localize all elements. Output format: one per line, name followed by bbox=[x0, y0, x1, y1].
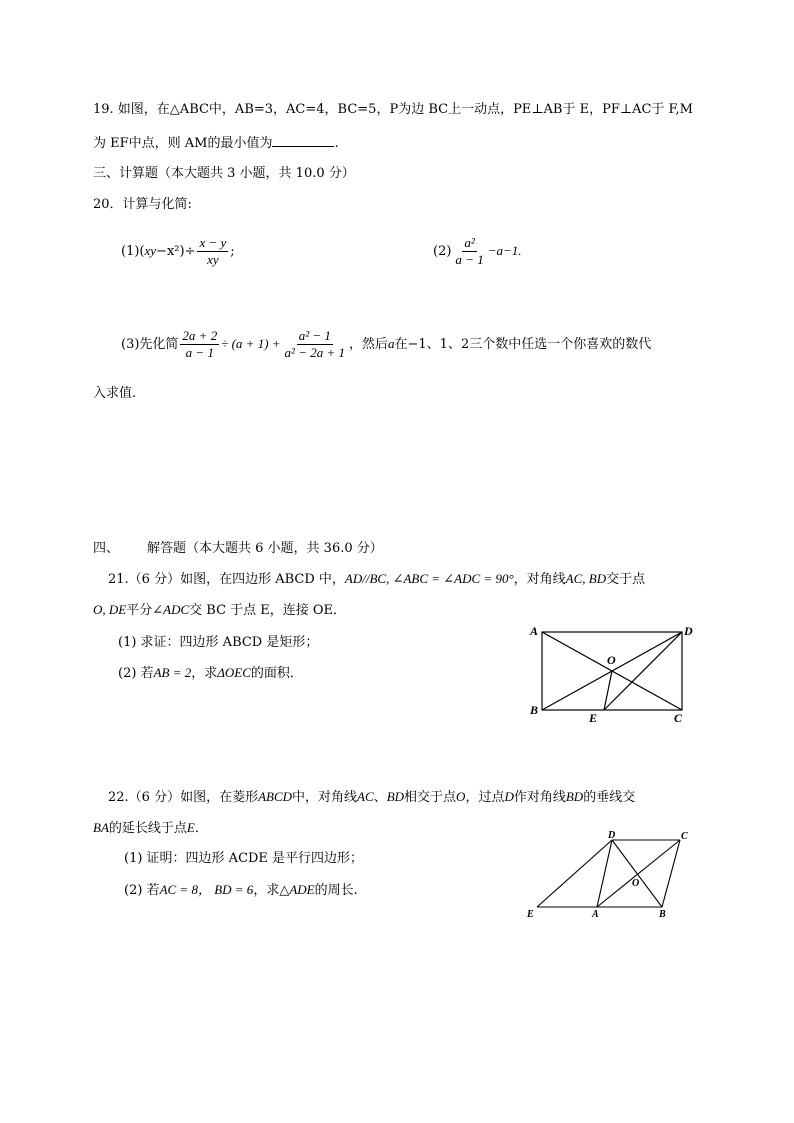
q22-line1-m6: BD bbox=[565, 789, 584, 804]
q21-line2-a: 平分 bbox=[126, 603, 153, 618]
q21-line1-c: 交于点 bbox=[606, 572, 646, 587]
q22-part2-b: ，求 bbox=[253, 883, 280, 898]
q21-part2-b: ，求 bbox=[191, 666, 218, 681]
q21-label-o: O bbox=[607, 653, 616, 667]
q22-line2-m1: BA bbox=[93, 820, 109, 835]
q21-label-a: A bbox=[530, 624, 539, 638]
q21-part2-c: 的面积． bbox=[250, 666, 303, 681]
q20-p1-end: ; bbox=[230, 244, 235, 259]
q22-line1-g: 的垂线交 bbox=[583, 790, 636, 805]
q19-line2-end: . bbox=[334, 136, 339, 151]
q21-part2-math: AB = 2 bbox=[153, 665, 192, 680]
q19-line2 bbox=[93, 134, 339, 153]
q22-label-d: D bbox=[608, 830, 616, 841]
q22-line1-m3: BD bbox=[386, 789, 405, 804]
q21-line2 bbox=[93, 601, 346, 620]
q21-line1-a: 21.（6 分）如图，在四边形 ABCD 中， bbox=[108, 572, 345, 587]
section-4-title: 解答题（本大题共 6 小题，共 36.0 分） bbox=[147, 541, 383, 556]
q22-label-o: O bbox=[632, 878, 640, 889]
q20-part2 bbox=[433, 233, 522, 270]
q21-label-b: B bbox=[530, 703, 539, 717]
q20-p3-f1-numerator: 2a + 2 bbox=[182, 328, 218, 343]
q22-line1-a: 22.（6 分）如图，在菱形 bbox=[108, 790, 259, 805]
q20-p2-numerator: a² bbox=[464, 235, 475, 250]
q22-figure bbox=[522, 830, 702, 920]
answer-blank[interactable] bbox=[272, 134, 334, 147]
q20-part3 bbox=[121, 326, 651, 363]
q20-p3-fraction2 bbox=[283, 328, 347, 361]
q22-line2-a: 的延长线于点 bbox=[108, 821, 187, 836]
q20-p3-mid: ÷ (a + 1) + bbox=[221, 336, 281, 351]
q22-label-a: A bbox=[592, 909, 599, 920]
q22-part1: (1) 证明：四边形 ACDE 是平行四边形； bbox=[124, 851, 364, 866]
q21-line2-math2: ∠ADC bbox=[152, 602, 190, 617]
q22-part2-math2: △ADE bbox=[279, 882, 315, 897]
q22-line1-m4: O bbox=[456, 789, 466, 804]
section-3-heading: 三、计算题（本大题共 3 小题，共 10.0 分） bbox=[93, 166, 355, 181]
q20-p1-xy: xy bbox=[144, 243, 157, 258]
q21-line2-math: O, DE bbox=[93, 602, 127, 617]
q22-line1-c: 、 bbox=[373, 790, 387, 805]
q20-part1 bbox=[121, 233, 235, 270]
q22-part2 bbox=[124, 881, 358, 900]
q20-p3-a: a bbox=[388, 336, 395, 351]
section-4-heading bbox=[93, 540, 383, 558]
q21-line2-b: 交 BC 于点 E，连接 OE． bbox=[189, 603, 347, 618]
q20-p1-fraction bbox=[197, 235, 228, 268]
q21-segment-oe bbox=[604, 671, 612, 710]
q22-line1-d: 相交于点 bbox=[404, 790, 457, 805]
q22-diagonal-bd bbox=[612, 840, 662, 907]
q19-line1: 19. 如图，在△ABC中，AB=3，AC=4，BC=5，P为边 BC上一动点，PE⊥AB于 E，PF⊥AC于 F,M bbox=[93, 102, 693, 117]
q20-p2-rest: −a−1. bbox=[487, 243, 522, 258]
q22-line-ed bbox=[537, 840, 612, 907]
q20-p1-x2: −x²)÷ bbox=[156, 244, 196, 259]
q20-p3-f1-denominator: a − 1 bbox=[185, 345, 214, 360]
q21-part1: (1) 求证：四边形 ABCD 是矩形； bbox=[118, 635, 319, 650]
q21-figure bbox=[522, 620, 702, 726]
section-4-number: 四、 bbox=[93, 541, 120, 556]
q22-line1 bbox=[108, 788, 635, 807]
q22-line2-m2: E bbox=[186, 820, 195, 835]
q21-label-c: C bbox=[674, 711, 683, 725]
q22-line2 bbox=[93, 819, 208, 838]
q22-line1-e: ，过点 bbox=[465, 790, 505, 805]
q21-line1-b: ，对角线 bbox=[513, 572, 566, 587]
q22-line1-f: 作对角线 bbox=[513, 790, 566, 805]
q21-line1-math: AD//BC, ∠ABC = ∠ADC = 90° bbox=[344, 571, 514, 586]
q22-line2-b: ． bbox=[194, 821, 208, 836]
q21-segment-de bbox=[604, 632, 682, 710]
q21-part2-a: (2) 若 bbox=[118, 666, 154, 681]
q20-p3-text2: 在−1、1、2三个数中任选一个你喜欢的数代 bbox=[394, 337, 652, 352]
q20-p2-label: (2) bbox=[433, 244, 452, 259]
q19-line2-text: 为 EF中点，则 AM的最小值为 bbox=[93, 136, 273, 151]
q20-p1-numerator: x − y bbox=[199, 235, 227, 250]
q21-part2-math2: ΔOEC bbox=[217, 665, 251, 680]
q22-label-e: E bbox=[527, 909, 534, 920]
q20-p2-fraction bbox=[453, 235, 485, 268]
q20-p3-label: (3)先化简 bbox=[121, 337, 179, 352]
q20-p3-f2-numerator: a² − 1 bbox=[298, 328, 331, 343]
q21-label-d: D bbox=[684, 624, 693, 638]
q22-part2-c: 的周长. bbox=[314, 883, 358, 898]
q21-label-e: E bbox=[589, 711, 598, 725]
q22-part2-math: AC = 8， BD = 6 bbox=[159, 882, 254, 897]
q22-part2-a: (2) 若 bbox=[124, 883, 160, 898]
q22-line1-m1: ABCD bbox=[258, 789, 293, 804]
q20-part3-line2: 入求值. bbox=[93, 386, 137, 401]
q22-line-bc bbox=[662, 840, 680, 907]
q22-line1-m2: AC bbox=[357, 789, 374, 804]
q21-part2 bbox=[118, 664, 303, 683]
q22-line1-m5: D bbox=[504, 789, 514, 804]
q21-line1 bbox=[108, 570, 645, 589]
q22-line1-b: 中，对角线 bbox=[292, 790, 358, 805]
q21-line1-math2: AC, BD bbox=[565, 571, 607, 586]
q20-p3-f2-denominator: a² − 2a + 1 bbox=[284, 345, 345, 360]
q20-p2-denominator: a − 1 bbox=[455, 252, 484, 267]
q20-title: 20．计算与化简: bbox=[93, 197, 192, 212]
q20-p3-fraction1 bbox=[180, 328, 219, 361]
q22-label-c: C bbox=[681, 831, 688, 842]
q22-label-b: B bbox=[659, 909, 666, 920]
q20-p1-label: (1)( bbox=[121, 244, 145, 259]
q20-p1-denominator: xy bbox=[207, 252, 219, 267]
q20-p3-text1: ，然后 bbox=[349, 337, 389, 352]
